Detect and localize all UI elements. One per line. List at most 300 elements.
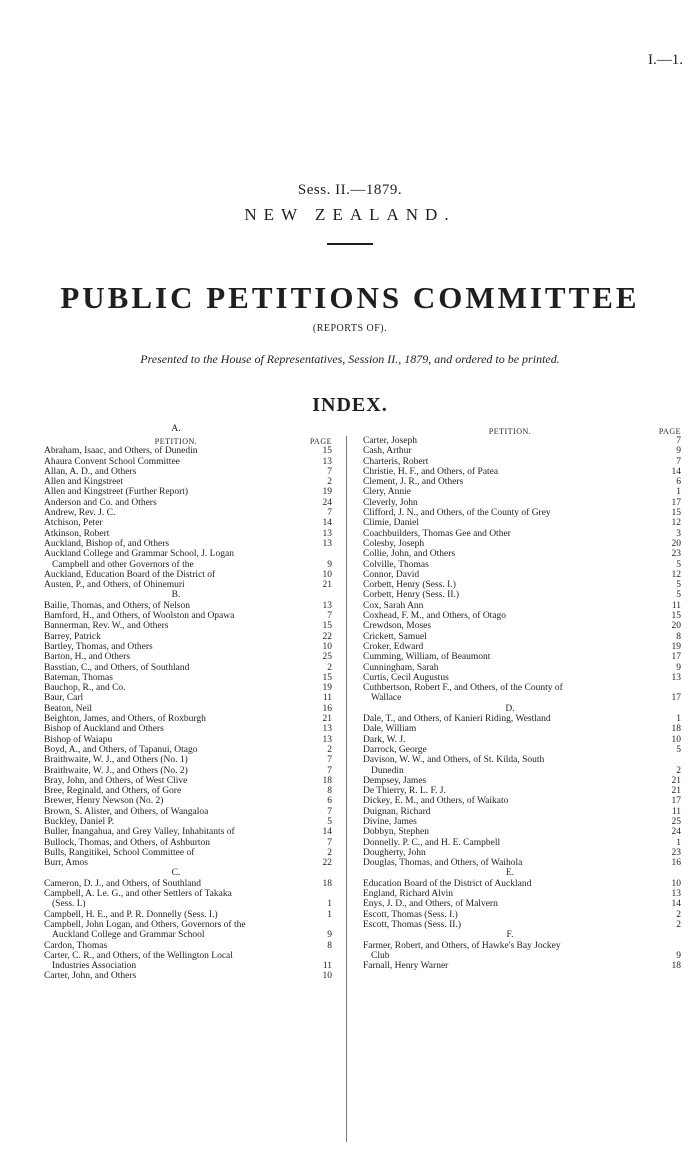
index-entry	[44, 941, 332, 951]
entry-page: 11	[671, 806, 681, 817]
entry-page: 7	[327, 806, 332, 817]
index-entry	[363, 899, 681, 909]
entry-text: De Thierry, R. L. F. J.	[363, 786, 446, 797]
index-entry	[44, 518, 332, 528]
petition-header: PETITION.	[154, 437, 198, 447]
index-entry	[44, 889, 332, 899]
entry-text: Beaton, Neil	[44, 703, 93, 714]
index-entry	[363, 693, 681, 703]
index-entry	[363, 518, 681, 528]
index-entry	[44, 714, 332, 724]
section-letter: D.	[505, 703, 515, 714]
entry-text: Brown, S. Alister, and Others, of Wangaloa	[44, 806, 209, 817]
index-entry	[363, 724, 681, 734]
entry-text: Industries Association	[52, 961, 137, 972]
index-entry	[363, 642, 681, 652]
index-entry	[363, 683, 681, 693]
index-entry	[363, 961, 681, 971]
entry-page: 23	[671, 549, 681, 560]
entry-page: 7	[327, 611, 332, 622]
index-entry	[44, 560, 332, 570]
entry-page: 13	[322, 528, 332, 539]
entry-page: 7	[327, 837, 332, 848]
entry-text: Bailie, Thomas, and Others, of Nelson	[44, 600, 190, 611]
entry-page: 5	[676, 590, 681, 601]
index-entry	[44, 673, 332, 683]
index-entry	[44, 961, 332, 971]
entry-text: Allan, A. D., and Others	[44, 466, 137, 477]
entry-text: Carter, John, and Others	[44, 971, 137, 982]
entry-page: 15	[671, 508, 681, 519]
entry-page: 2	[327, 477, 332, 488]
entry-page: 10	[322, 971, 332, 982]
index-entry	[363, 529, 681, 539]
index-entry	[363, 848, 681, 858]
entry-text: Cox, Sarah Ann	[363, 600, 424, 611]
entry-page: 1	[327, 909, 332, 920]
index-entry	[44, 621, 332, 631]
entry-page: 10	[671, 878, 681, 889]
index-heading: INDEX.	[312, 394, 388, 416]
entry-page: 25	[322, 652, 332, 663]
index-entry	[363, 611, 681, 621]
page-number: I.—1.	[648, 52, 683, 68]
index-entry	[363, 601, 681, 611]
entry-text: Austen, P., and Others, of Ohinemuri	[44, 580, 185, 591]
short-rule	[327, 243, 373, 245]
entry-page: 8	[327, 786, 332, 797]
index-entry	[363, 560, 681, 570]
entry-page: 18	[671, 724, 681, 735]
index-entry	[363, 766, 681, 776]
entry-text: Dobbyn, Stephen	[363, 827, 429, 838]
entry-text: Allen and Kingstreet (Further Report)	[44, 487, 189, 498]
section-letter: B.	[171, 590, 181, 601]
entry-text: Bree, Reginald, and Others, of Gore	[44, 786, 182, 797]
index-entry	[44, 477, 332, 487]
index-entry	[363, 590, 681, 600]
entry-page: 2	[676, 919, 681, 930]
entry-page: 3	[676, 528, 681, 539]
index-entry	[44, 766, 332, 776]
session-line: Sess. II.—1879.	[297, 182, 403, 198]
entry-text: Cleverly, John	[363, 497, 418, 508]
entry-text: Buller, Inangahua, and Grey Valley, Inhabitants of	[44, 827, 235, 838]
entry-text: Allen and Kingstreet	[44, 477, 124, 488]
entry-text: Campbell, H. E., and P. R. Donnelly (Sess. I.)	[44, 909, 218, 920]
entry-text: Croker, Edward	[363, 641, 424, 652]
entry-page: 6	[676, 477, 681, 488]
entry-page: 9	[327, 930, 332, 941]
index-entry	[44, 487, 332, 497]
index-entry	[363, 941, 681, 951]
entry-text: Crewdson, Moses	[363, 621, 432, 632]
entry-page: 2	[676, 909, 681, 920]
entry-text: Cuthbertson, Robert F., and Others, of the County of	[363, 683, 563, 694]
entry-page: 13	[671, 672, 681, 683]
entry-page: 7	[327, 466, 332, 477]
entry-text: Clifford, J. N., and Others, of the County of Grey	[363, 508, 551, 519]
entry-page: 2	[327, 744, 332, 755]
entry-page: 14	[671, 899, 681, 910]
entry-page: 5	[327, 816, 332, 827]
entry-text: Dunedin	[371, 765, 404, 776]
entry-page: 18	[322, 775, 332, 786]
entry-text: Auckland College and Grammar School	[52, 930, 205, 941]
page-header: PAGE	[309, 437, 332, 447]
index-entry	[363, 487, 681, 497]
entry-page: 14	[671, 466, 681, 477]
presented-note: Presented to the House of Representatives, Session II., 1879, and ordered to be printed.	[140, 352, 560, 366]
entry-page: 17	[671, 693, 681, 704]
index-entry	[363, 858, 681, 868]
entry-text: Boyd, A., and Others, of Tapanui, Otago	[44, 744, 198, 755]
entry-page: 19	[322, 487, 332, 498]
entry-text: Carter, Joseph	[363, 436, 417, 446]
entry-text: Atchison, Peter	[44, 518, 103, 529]
entry-text: Colville, Thomas	[363, 559, 429, 570]
index-entry	[44, 549, 332, 559]
entry-page: 21	[322, 580, 332, 591]
entry-text: Cash, Arthur	[363, 446, 412, 457]
entry-page: 11	[322, 693, 332, 704]
index-entry	[363, 457, 681, 467]
entry-text: Crickett, Samuel	[363, 631, 427, 642]
entry-text: Curtis, Cecil Augustus	[363, 672, 449, 683]
entry-text: Auckland College and Grammar School, J. Logan	[44, 549, 234, 560]
entry-text: Education Board of the District of Auckland	[363, 878, 532, 889]
entry-text: Dark, W. J.	[363, 734, 406, 745]
entry-text: Abraham, Isaac, and Others, of Dunedin	[44, 446, 198, 457]
entry-page: 7	[327, 755, 332, 766]
entry-page: 2	[676, 765, 681, 776]
entry-text: Basstian, C., and Others, of Southland	[44, 662, 190, 673]
index-column-right	[363, 424, 681, 971]
index-entry	[44, 776, 332, 786]
entry-page: 19	[671, 641, 681, 652]
entry-page: 18	[671, 961, 681, 972]
index-entry	[363, 436, 681, 446]
index-entry	[44, 693, 332, 703]
index-entry	[44, 529, 332, 539]
entry-text: Connor, David	[363, 569, 420, 580]
index-entry	[363, 539, 681, 549]
entry-text: Farnall, Henry Warner	[363, 961, 449, 972]
index-entry	[363, 580, 681, 590]
index-entry	[44, 539, 332, 549]
entry-text: Escott, Thomas (Sess. I.)	[363, 909, 458, 920]
index-entry	[44, 580, 332, 590]
entry-text: Dickey, E. M., and Others, of Waikato	[363, 796, 509, 807]
entry-text: Dougherty, John	[363, 847, 426, 858]
entry-text: Campbell, A. Le. G., and other Settlers of Takaka	[44, 889, 232, 900]
entry-page: 1	[676, 714, 681, 725]
entry-page: 10	[322, 641, 332, 652]
index-entry	[363, 498, 681, 508]
entry-text: Bannerman, Rev. W., and Others	[44, 621, 169, 632]
index-entry	[363, 673, 681, 683]
index-entry	[44, 724, 332, 734]
entry-page: 5	[676, 580, 681, 591]
index-entry	[44, 683, 332, 693]
index-column-left	[44, 424, 332, 982]
index-entry	[363, 446, 681, 456]
entry-page: 12	[671, 569, 681, 580]
entry-page: 11	[671, 600, 681, 611]
entry-page: 2	[327, 847, 332, 858]
index-entry	[363, 786, 681, 796]
entry-page: 1	[676, 487, 681, 498]
index-entry	[44, 735, 332, 745]
entry-page: 22	[322, 631, 332, 642]
index-entry	[44, 930, 332, 940]
entry-page: 1	[327, 899, 332, 910]
entry-text: Carter, C. R., and Others, of the Wellington Local	[44, 950, 233, 961]
entry-text: Baur, Carl	[44, 693, 84, 704]
index-entry	[44, 508, 332, 518]
entry-text: Escott, Thomas (Sess. II.)	[363, 919, 461, 930]
index-entry	[363, 467, 681, 477]
entry-page: 20	[671, 538, 681, 549]
index-entry	[44, 446, 332, 456]
entry-text: Cumming, William, of Beaumont	[363, 652, 491, 663]
entry-page: 6	[327, 796, 332, 807]
index-entry	[363, 735, 681, 745]
section-letter: C.	[171, 868, 181, 879]
entry-page: 25	[671, 816, 681, 827]
section-letter: A.	[171, 424, 181, 434]
entry-text: Collie, John, and Others	[363, 549, 456, 560]
index-entry	[44, 910, 332, 920]
entry-text: Bray, John, and Others, of West Clive	[44, 775, 188, 786]
index-entry	[44, 632, 332, 642]
index-entry	[44, 858, 332, 868]
entry-page: 9	[676, 950, 681, 961]
index-entry	[44, 848, 332, 858]
entry-page: 13	[322, 724, 332, 735]
entry-text: Darrock, George	[363, 744, 427, 755]
entry-text: Corbett, Henry (Sess. II.)	[363, 590, 460, 601]
index-entry	[363, 663, 681, 673]
index-entry	[44, 498, 332, 508]
entry-page: 5	[676, 559, 681, 570]
entry-page: 7	[327, 765, 332, 776]
document-title: PUBLIC PETITIONS COMMITTEE	[60, 280, 640, 315]
entry-text: Bishop of Auckland and Others	[44, 724, 164, 735]
index-entry	[363, 477, 681, 487]
entry-page: 20	[671, 621, 681, 632]
entry-page: 15	[322, 446, 332, 457]
entry-page: 24	[322, 497, 332, 508]
entry-page: 7	[676, 436, 681, 446]
index-entry	[363, 838, 681, 848]
entry-page: 9	[327, 559, 332, 570]
entry-text: Coxhead, F. M., and Others, of Otago	[363, 611, 507, 622]
index-entry	[363, 776, 681, 786]
entry-text: Corbett, Henry (Sess. I.)	[363, 580, 456, 591]
column-divider	[346, 436, 347, 1142]
index-entry	[44, 838, 332, 848]
section-letter: E.	[505, 868, 515, 879]
entry-page: 7	[327, 508, 332, 519]
entry-page: 17	[671, 497, 681, 508]
entry-page: 23	[671, 847, 681, 858]
entry-text: Beighton, James, and Others, of Roxburgh	[44, 714, 206, 725]
entry-text: Auckland, Education Board of the District of	[44, 569, 216, 580]
index-entry	[363, 951, 681, 961]
entry-text: Climie, Daniel	[363, 518, 419, 529]
index-entry	[363, 879, 681, 889]
index-entry	[363, 632, 681, 642]
entry-text: Dale, T., and Others, of Kanieri Riding, Westland	[363, 714, 551, 725]
entry-page: 21	[322, 714, 332, 725]
entry-text: Club	[371, 950, 390, 961]
index-entry	[44, 971, 332, 981]
entry-page: 5	[676, 744, 681, 755]
entry-text: Colesby, Joseph	[363, 538, 425, 549]
page-header: PAGE	[658, 427, 681, 436]
entry-text: Wallace	[371, 693, 402, 704]
entry-text: Bauchop, R., and Co.	[44, 683, 126, 694]
entry-page: 1	[676, 837, 681, 848]
index-entry	[44, 467, 332, 477]
entry-text: Dempsey, James	[363, 775, 427, 786]
entry-page: 18	[322, 878, 332, 889]
entry-text: Cardon, Thomas	[44, 940, 108, 951]
index-entry	[363, 755, 681, 765]
entry-text: Barton, H., and Others	[44, 652, 131, 663]
entry-text: Enys, J. D., and Others, of Malvern	[363, 899, 498, 910]
index-entry	[44, 745, 332, 755]
entry-page: 13	[322, 456, 332, 467]
entry-page: 13	[322, 734, 332, 745]
index-entry	[44, 796, 332, 806]
entry-page: 15	[322, 672, 332, 683]
entry-page: 16	[671, 858, 681, 869]
petition-header: PETITION.	[488, 427, 532, 436]
entry-text: Farmer, Robert, and Others, of Hawke's Bay Jockey	[363, 940, 561, 951]
entry-page: 17	[671, 652, 681, 663]
index-entry	[363, 508, 681, 518]
index-entry	[44, 611, 332, 621]
index-entry	[363, 621, 681, 631]
index-entry	[44, 920, 332, 930]
entry-text: Clery, Annie	[363, 487, 411, 498]
index-entry	[363, 652, 681, 662]
entry-page: 24	[671, 827, 681, 838]
entry-page: 13	[322, 600, 332, 611]
entry-text: Atkinson, Robert	[44, 528, 110, 539]
entry-text: Anderson and Co. and Others	[44, 497, 157, 508]
entry-page: 7	[676, 456, 681, 467]
index-entry	[363, 889, 681, 899]
entry-text: Campbell and other Governors of the	[52, 559, 194, 570]
entry-page: 9	[676, 446, 681, 457]
index-entry	[363, 827, 681, 837]
entry-text: Bateman, Thomas	[44, 672, 113, 683]
entry-page: 17	[671, 796, 681, 807]
column-header	[44, 434, 332, 446]
entry-page: 15	[671, 611, 681, 622]
entry-text: Coachbuilders, Thomas Gee and Other	[363, 528, 511, 539]
index-entry	[363, 745, 681, 755]
entry-text: Burr, Amos	[44, 858, 88, 869]
document-subtitle: (REPORTS OF).	[312, 323, 388, 334]
entry-text: Douglas, Thomas, and Others, of Waihola	[363, 858, 523, 869]
index-entry	[44, 817, 332, 827]
entry-text: Cameron, D. J., and Others, of Southland	[44, 878, 201, 889]
entry-text: Braithwaite, W. J., and Others (No. 2)	[44, 765, 188, 776]
entry-text: Braithwaite, W. J., and Others (No. 1)	[44, 755, 188, 766]
index-entry	[44, 951, 332, 961]
entry-text: Bullock, Thomas, and Others, of Ashburton	[44, 837, 211, 848]
entry-page: 12	[671, 518, 681, 529]
entry-text: Barrey, Patrick	[44, 631, 101, 642]
entry-text: Davison, W. W., and Others, of St. Kilda, South	[363, 755, 545, 766]
entry-page: 15	[322, 621, 332, 632]
entry-text: Divine, James	[363, 816, 417, 827]
index-entry	[44, 457, 332, 467]
entry-page: 10	[322, 569, 332, 580]
index-entry	[44, 601, 332, 611]
index-entry	[44, 652, 332, 662]
entry-page: 9	[676, 662, 681, 673]
entry-text: Donnelly. P. C., and H. E. Campbell	[363, 837, 501, 848]
entry-text: Bamford, H., and Others, of Woolston and Opawa	[44, 611, 235, 622]
entry-page: 2	[327, 662, 332, 673]
entry-text: Duignan, Richard	[363, 806, 431, 817]
index-entry	[44, 879, 332, 889]
entry-text: Ahaura Convent School Committee	[44, 456, 180, 467]
entry-text: Dale, William	[363, 724, 417, 735]
index-entry	[44, 786, 332, 796]
entry-page: 11	[322, 961, 332, 972]
entry-text: Auckland, Bishop of, and Others	[44, 538, 170, 549]
entry-text: Bulls, Rangitikei, School Committee of	[44, 847, 195, 858]
entry-page: 8	[676, 631, 681, 642]
column-header	[363, 424, 681, 436]
entry-text: England, Richard Alvin	[363, 889, 453, 900]
index-entry	[363, 807, 681, 817]
entry-text: (Sess. I.)	[52, 899, 86, 910]
entry-text: Campbell, John Logan, and Others, Governors of the	[44, 919, 246, 930]
index-entry	[44, 570, 332, 580]
entry-text: Buckley, Daniel P.	[44, 816, 115, 827]
entry-page: 8	[327, 940, 332, 951]
index-entry	[44, 755, 332, 765]
entry-text: Andrew, Rev. J. C.	[44, 508, 116, 519]
entry-page: 16	[322, 703, 332, 714]
index-entry	[44, 807, 332, 817]
entry-page: 13	[322, 538, 332, 549]
entry-text: Charteris, Robert	[363, 456, 429, 467]
entry-text: Bartley, Thomas, and Others	[44, 641, 153, 652]
country-heading: NEW ZEALAND.	[244, 205, 456, 224]
index-entry	[363, 570, 681, 580]
entry-page: 14	[322, 518, 332, 529]
entry-page: 21	[671, 786, 681, 797]
entry-page: 13	[671, 889, 681, 900]
index-entry	[44, 899, 332, 909]
entry-text: Bishop of Waiapu	[44, 734, 113, 745]
index-entry	[44, 827, 332, 837]
entry-page: 14	[322, 827, 332, 838]
index-entry	[363, 920, 681, 930]
entry-text: Brewer, Henry Newson (No. 2)	[44, 796, 164, 807]
index-entry	[363, 549, 681, 559]
entry-page: 10	[671, 734, 681, 745]
section-letter: F.	[506, 930, 514, 941]
